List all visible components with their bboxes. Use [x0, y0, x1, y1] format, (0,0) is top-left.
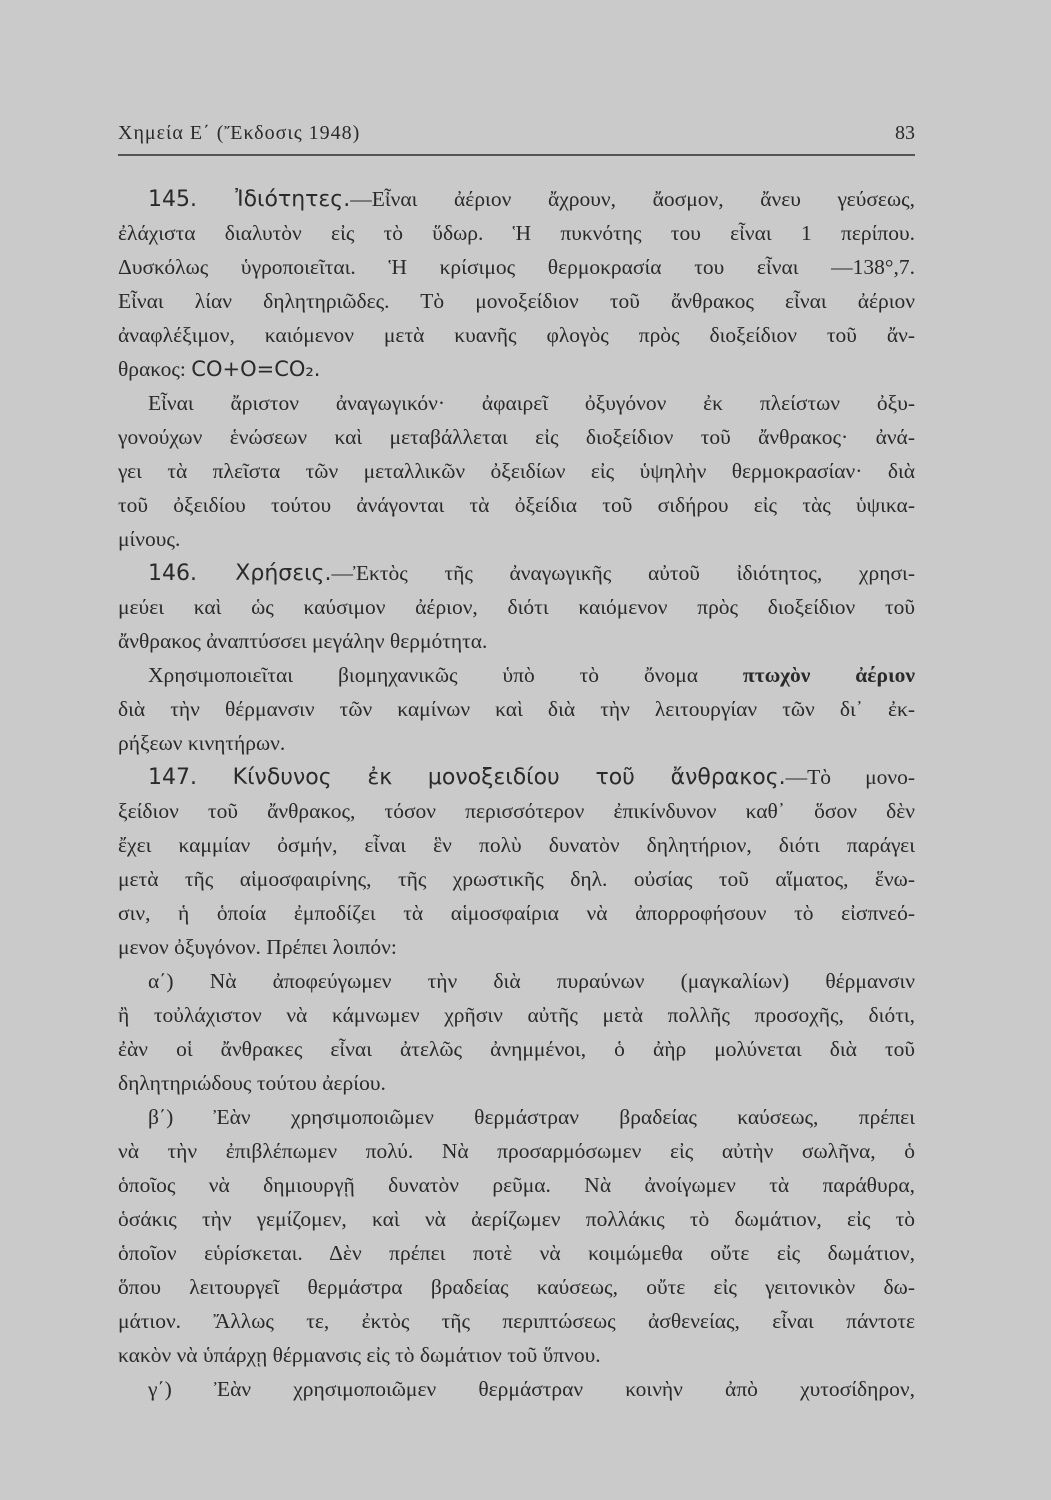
text-line	[118, 386, 915, 420]
text-span: γονούχων ἑνώσεων καὶ μεταβάλλεται εἰς διοξείδιον τοῦ ἄνθρακος· ἀνά-	[118, 425, 915, 449]
paragraph	[118, 1372, 915, 1406]
paragraph	[118, 556, 915, 658]
text-span: μίνους.	[118, 527, 181, 551]
text-line	[118, 828, 915, 862]
text-span: ὁποῖος νὰ δημιουργῇ δυνατὸν ρεῦμα. Νὰ ἀνοίγωμεν τὰ παράθυρα,	[118, 1173, 915, 1197]
text-line	[118, 284, 915, 318]
text-span: ἐὰν οἱ ἄνθρακες εἶναι ἀτελῶς ἀνημμένοι, ὁ ἀὴρ μολύνεται διὰ τοῦ	[118, 1037, 915, 1061]
text-span: γει τὰ πλεῖστα τῶν μεταλλικῶν ὀξειδίων εἰς ὑψηλὴν θερμοκρασίαν· διὰ	[118, 459, 915, 483]
text-span: ρήξεων κινητήρων.	[118, 731, 286, 755]
paragraph	[118, 182, 915, 386]
text-line	[118, 182, 915, 216]
text-span: κακὸν νὰ ὑπάρχῃ θέρμανσις εἰς τὸ δωμάτιον τοῦ ὕπνου.	[118, 1343, 601, 1367]
text-line	[118, 658, 915, 692]
text-line	[118, 488, 915, 522]
text-line	[118, 964, 915, 998]
text-line	[118, 352, 915, 386]
text-span: Δυσκόλως ὑγροποιεῖται. Ἡ κρίσιμος θερμοκρασία του εἶναι —138°,7.	[118, 255, 915, 279]
text-span: μεύει καὶ ὡς καύσιμον ἀέριον, διότι καιόμενον πρὸς διοξείδιον τοῦ	[118, 595, 915, 619]
text-span: ἄνθρακος ἀναπτύσσει μεγάλην θερμότητα.	[118, 629, 488, 653]
text-line	[118, 216, 915, 250]
text-span: ἔχει καμμίαν ὀσμήν, εἶναι ἓν πολὺ δυνατὸν δηλητήριον, διότι παράγει	[118, 833, 915, 857]
text-span: γ΄) Ἐὰν χρησιμοποιῶμεν θερμάστραν κοινὴν ἀπὸ χυτοσίδηρον,	[148, 1377, 915, 1401]
text-span: μενον ὀξυγόνον. Πρέπει λοιπόν:	[118, 935, 397, 959]
text-line	[118, 930, 915, 964]
text-line	[118, 590, 915, 624]
text-line	[118, 522, 915, 556]
text-span: διὰ τὴν θέρμανσιν τῶν καμίνων καὶ διὰ τὴν λειτουργίαν τῶν δι᾽ ἐκ-	[118, 697, 915, 721]
chemical-formula: CO+O=CO₂.	[191, 357, 321, 381]
text-line	[118, 556, 915, 590]
paragraph	[118, 964, 915, 1100]
text-line	[118, 726, 915, 760]
text-line	[118, 1270, 915, 1304]
running-title: Χημεία Ε΄ (Ἔκδοσις 1948)	[118, 122, 361, 144]
text-line	[118, 420, 915, 454]
body-text	[118, 182, 915, 1406]
text-line	[118, 760, 915, 794]
text-span: μετὰ τῆς αἱμοσφαιρίνης, τῆς χρωστικῆς δηλ. οὐσίας τοῦ αἵματος, ἕνω-	[118, 867, 915, 891]
text-line	[118, 250, 915, 284]
text-span: β΄) Ἐὰν χρησιμοποιῶμεν θερμάστραν βραδείας καύσεως, πρέπει	[148, 1105, 915, 1129]
text-span: —Ἐκτὸς τῆς ἀναγωγικῆς αὐτοῦ ἰδιότητος, χρησι-	[331, 561, 915, 585]
text-span: νὰ τὴν ἐπιβλέπωμεν πολύ. Νὰ προσαρμόσωμεν εἰς αὐτὴν σωλῆνα, ὁ	[118, 1139, 915, 1163]
text-line	[118, 454, 915, 488]
text-line	[118, 1032, 915, 1066]
text-line	[118, 1134, 915, 1168]
paragraph	[118, 760, 915, 964]
text-line	[118, 624, 915, 658]
text-span: ἢ τοὐλάχιστον νὰ κάμνωμεν χρῆσιν αὐτῆς μετὰ πολλῆς προσοχῆς, διότι,	[118, 1003, 915, 1027]
text-span: ξείδιον τοῦ ἄνθρακος, τόσον περισσότερον ἐπικίνδυνον καθ᾽ ὅσον δὲν	[118, 799, 915, 823]
bold-term: πτωχὸν ἀέριον	[742, 663, 915, 687]
text-line	[118, 1304, 915, 1338]
text-span: —Τὸ μονο-	[785, 765, 915, 789]
text-span: Εἶναι λίαν δηλητηριῶδες. Τὸ μονοξείδιον τοῦ ἄνθρακος εἶναι ἀέριον	[118, 289, 915, 313]
text-line	[118, 862, 915, 896]
paragraph	[118, 386, 915, 556]
text-line	[118, 692, 915, 726]
section-heading: 147. Κίνδυνος ἐκ μονοξειδίου τοῦ ἄνθρακος.	[148, 765, 786, 790]
page-number: 83	[895, 122, 915, 144]
text-span: ὅπου λειτουργεῖ θερμάστρα βραδείας καύσεως, οὔτε εἰς γειτονικὸν δω-	[118, 1275, 915, 1299]
text-line	[118, 1168, 915, 1202]
text-line	[118, 794, 915, 828]
text-span: τοῦ ὀξειδίου τούτου ἀνάγονται τὰ ὀξείδια τοῦ σιδήρου εἰς τὰς ὑψικα-	[118, 493, 915, 517]
text-line	[118, 998, 915, 1032]
text-span: Εἶναι ἄριστον ἀναγωγικόν· ἀφαιρεῖ ὀξυγόνον ἐκ πλείστων ὀξυ-	[148, 391, 915, 415]
text-line	[118, 1100, 915, 1134]
text-span: θρακος:	[118, 357, 192, 381]
text-span: ἀναφλέξιμον, καιόμενον μετὰ κυανῆς φλογὸς πρὸς διοξείδιον τοῦ ἄν-	[118, 323, 915, 347]
text-line	[118, 1338, 915, 1372]
text-line	[118, 1236, 915, 1270]
text-span: Χρησιμοποιεῖται βιομηχανικῶς ὑπὸ τὸ ὄνομα	[148, 663, 743, 687]
text-line	[118, 896, 915, 930]
paragraph	[118, 658, 915, 760]
text-span: ἐλάχιστα διαλυτὸν εἰς τὸ ὕδωρ. Ἡ πυκνότης του εἶναι 1 περίπου.	[118, 221, 915, 245]
section-heading: 146. Χρήσεις.	[148, 561, 332, 586]
text-span: ὁποῖον εὑρίσκεται. Δὲν πρέπει ποτὲ νὰ κοιμώμεθα οὔτε εἰς δωμάτιον,	[118, 1241, 915, 1265]
text-line	[118, 1066, 915, 1100]
text-span: σιν, ἡ ὁποία ἐμποδίζει τὰ αἱμοσφαίρια νὰ ἀπορροφήσουν τὸ εἰσπνεό-	[118, 901, 915, 925]
paragraph	[118, 1100, 915, 1372]
page-header	[118, 118, 915, 156]
text-span: α΄) Νὰ ἀποφεύγωμεν τὴν διὰ πυραύνων (μαγκαλίων) θέρμανσιν	[148, 969, 915, 993]
text-span: —Εἶναι ἀέριον ἄχρουν, ἄοσμον, ἄνευ γεύσεως,	[350, 187, 915, 211]
text-line	[118, 1372, 915, 1406]
text-span: μάτιον. Ἄλλως τε, ἐκτὸς τῆς περιπτώσεως ἀσθενείας, εἶναι πάντοτε	[118, 1309, 915, 1333]
text-span: ὁσάκις τὴν γεμίζομεν, καὶ νὰ ἀερίζωμεν πολλάκις τὸ δωμάτιον, εἰς τὸ	[118, 1207, 915, 1231]
text-line	[118, 1202, 915, 1236]
text-span: δηλητηριώδους τούτου ἀερίου.	[118, 1071, 386, 1095]
text-line	[118, 318, 915, 352]
section-heading: 145. Ἰδιότητες.	[148, 187, 351, 212]
